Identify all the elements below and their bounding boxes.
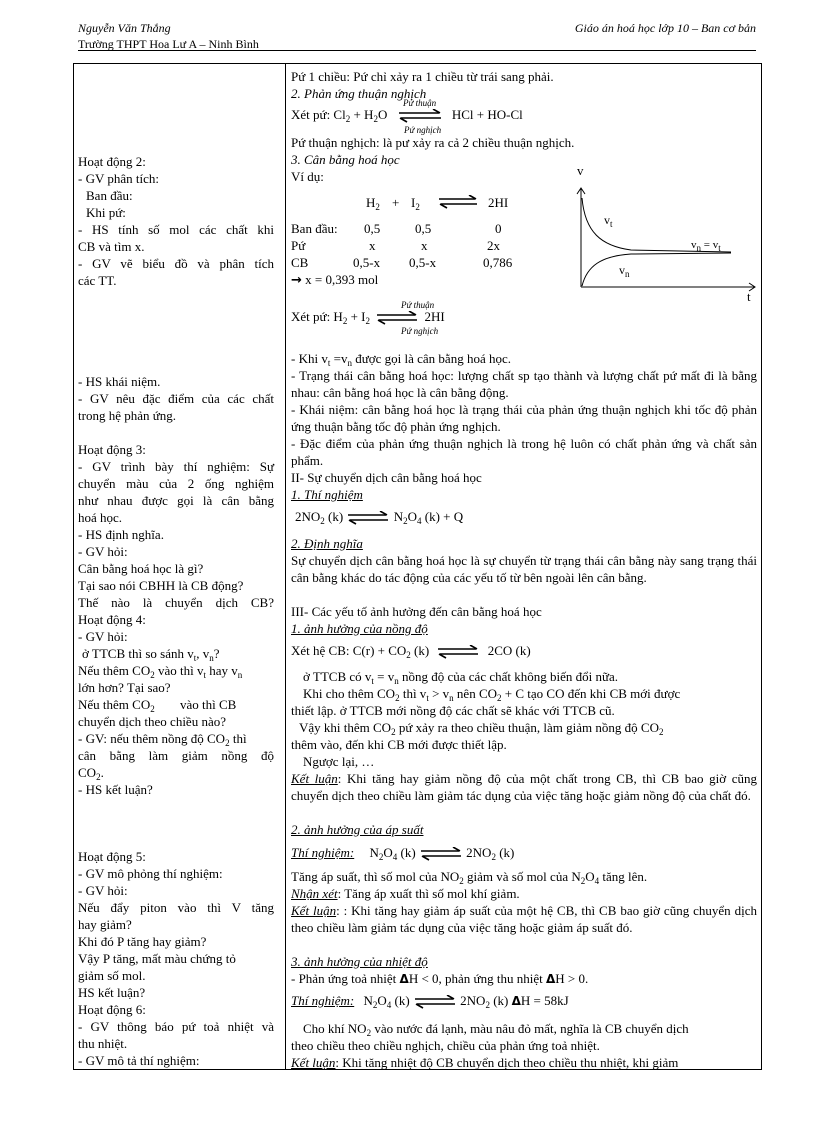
left-line: Khi đó P tăng hay giảm? bbox=[78, 934, 207, 949]
left-line: - GV trình bày thí nghiệm: Sự bbox=[78, 459, 274, 474]
paragraph: - Trạng thái cân bằng hoá học: lượng chất sp tạo thành và lượng chất pứ mất đi là bằng nhau: cân bằng hoá học là cân bằng động. bbox=[291, 368, 757, 400]
right-line: thiết lập. ở TTCB mới nồng độ các chất sẽ khác với TTCB cũ. bbox=[291, 703, 615, 718]
activity-6-title: Hoạt động 6: bbox=[78, 1002, 146, 1017]
left-line: - GV nêu đặc điểm của các chất bbox=[78, 391, 274, 406]
arrow-label-forward: Pứ thuận bbox=[403, 98, 437, 108]
axis-label-v: v bbox=[577, 163, 584, 178]
left-line: - GV phân tích: bbox=[78, 171, 159, 186]
left-line: Nếu thêm $CO_2$ vào thì $v_t$ hay $v_n$ bbox=[78, 663, 243, 680]
rate-graph bbox=[561, 184, 761, 308]
section-heading: 2. Phản ứng thuận nghịch bbox=[291, 86, 427, 101]
reaction-co2: Xét hệ CB: $C(r) + CO_2$ (k) 2CO (k) bbox=[291, 643, 531, 660]
right-line: Ví dụ: bbox=[291, 169, 324, 184]
cell: 0,5 bbox=[415, 221, 432, 236]
left-line: - GV vẽ biểu đồ và phân tích bbox=[78, 256, 274, 271]
activity-3-title: Hoạt động 3: bbox=[78, 442, 146, 457]
header-divider bbox=[78, 50, 756, 51]
cell: 0,5 bbox=[364, 221, 381, 236]
cell: x bbox=[421, 238, 428, 253]
right-line: ở TTCB có $v_t = v_n$ nồng độ của các chất không biến đổi nữa. bbox=[303, 669, 619, 686]
left-line: Cân bằng hoá học là gì? bbox=[78, 561, 204, 576]
right-line: theo chiều theo chiều nghịch, chiều của phản ứng toả nhiệt. bbox=[291, 1038, 600, 1053]
left-line: HS kết luận? bbox=[78, 985, 146, 1000]
right-line: Ngược lại, … bbox=[303, 754, 375, 769]
reversible-arrow-icon bbox=[346, 511, 390, 525]
left-line: - GV hỏi: bbox=[78, 544, 128, 559]
left-line: chuyển màu của 2 ống nghiệm bbox=[78, 476, 274, 491]
reversible-arrow-icon bbox=[419, 847, 463, 861]
cell: 0 bbox=[495, 221, 502, 236]
activity-2-title: Hoạt động 2: bbox=[78, 154, 146, 169]
paragraph: - Đặc điểm của phản ứng thuận nghịch là trong hệ luôn có chất phản ứng và chất sản phẩm. bbox=[291, 436, 757, 468]
section-heading: III- Các yếu tố ảnh hưởng đến cân bằng hoá học bbox=[291, 604, 542, 619]
left-line: $CO_2$. bbox=[78, 765, 104, 782]
column-divider bbox=[285, 64, 286, 1069]
left-line: - GV hỏi: bbox=[78, 629, 128, 644]
left-line: các TT. bbox=[78, 273, 117, 288]
left-line: - HS tính số mol các chất khi bbox=[78, 222, 274, 237]
right-line: Khi cho thêm $CO_2$ thì $v_t > v_n$ nên $CO_2 + C$ tạo CO đến khi CB mới được bbox=[303, 686, 681, 703]
left-line: thu nhiệt. bbox=[78, 1036, 128, 1051]
left-line: cân bằng làm giảm nồng độ bbox=[78, 748, 274, 763]
cell: 0,5-x bbox=[409, 255, 437, 270]
cell: 0,5-x bbox=[353, 255, 381, 270]
axis-label-t: t bbox=[747, 289, 751, 304]
equation-h2: $H_2$ bbox=[366, 195, 380, 212]
left-line: Tại sao nói CBHH là CB động? bbox=[78, 578, 244, 593]
lesson-table bbox=[73, 63, 762, 1070]
arrow-label-forward: Pứ thuận bbox=[401, 300, 435, 310]
cell: x bbox=[369, 238, 376, 253]
delta-icon: Δ bbox=[399, 972, 409, 986]
subsection-heading: 2. Định nghĩa bbox=[291, 536, 363, 551]
subsection-heading: 1. ảnh hưởng của nồng độ bbox=[291, 621, 428, 636]
right-line: Vậy khi thêm $CO_2$ pứ xảy ra theo chiều thuận, làm giảm nồng độ $CO_2$ bbox=[299, 720, 664, 737]
row-label: Pứ bbox=[291, 238, 306, 253]
author-name: Nguyễn Văn Thắng bbox=[78, 21, 171, 35]
reaction-h2-i2: Xét pứ: $H_2 + I_2$ 2HI bbox=[291, 309, 445, 326]
left-line: lớn hơn? Tại sao? bbox=[78, 680, 171, 695]
left-line: Nếu thêm $CO_2$ vào thì CB bbox=[78, 697, 237, 714]
left-line: - GV mô tả thí nghiệm: bbox=[78, 1053, 200, 1068]
reaction-no2: $2NO_2$ (k) $N_2O_4$ (k) + Q bbox=[295, 509, 464, 526]
curve-label-equal: $v_n = v_t$ bbox=[691, 239, 721, 253]
left-line: chuyển dịch theo chiều nào? bbox=[78, 714, 226, 729]
row-label: Ban đầu: bbox=[291, 221, 338, 236]
school-name: Trường THPT Hoa Lư A – Ninh Bình bbox=[78, 37, 259, 51]
delta-icon: Δ bbox=[511, 994, 521, 1008]
row-label: CB bbox=[291, 255, 309, 270]
reversible-arrow-icon bbox=[375, 311, 419, 325]
reaction-n2o4-pressure: Thí nghiệm: $N_2O_4$ (k) $2NO_2$ (k) bbox=[291, 845, 515, 862]
result-line: → x = 0,393 mol bbox=[291, 272, 379, 288]
reversible-arrow-icon bbox=[436, 645, 480, 659]
left-line: - GV: nếu thêm nồng độ $CO_2$ thì bbox=[78, 731, 247, 748]
equation-2hi: 2HI bbox=[488, 195, 509, 210]
subsection-heading: 2. ảnh hưởng của áp suất bbox=[291, 822, 424, 837]
conclusion: Kết luận: : Khi tăng hay giảm áp suất của một hệ CB, thì CB bao giờ cũng chuyển dịch theo chiều làm giảm tác dụng của việc tăng hoặc giảm áp suất đó. bbox=[291, 903, 757, 935]
subsection-heading: 3. ảnh hưởng của nhiệt độ bbox=[291, 954, 428, 969]
left-line: - GV thông báo pứ toả nhiệt và bbox=[78, 1019, 274, 1034]
document-title: Giáo án hoá học lớp 10 – Ban cơ bản bbox=[574, 21, 756, 35]
left-line: như nhau được gọi là cân bằng bbox=[78, 493, 274, 508]
left-line: hay giảm? bbox=[78, 917, 132, 932]
curve-label-vn: $v_n$ bbox=[619, 263, 630, 279]
left-line: trong hệ phản ứng. bbox=[78, 408, 177, 423]
left-line: - HS kết luận? bbox=[78, 782, 153, 797]
left-line: giảm số mol. bbox=[78, 968, 146, 983]
reversible-arrow-icon bbox=[437, 195, 479, 213]
activity-5-title: Hoạt động 5: bbox=[78, 849, 146, 864]
left-line: Thế nào là chuyển dịch CB? bbox=[78, 595, 274, 610]
paragraph: Sự chuyển dịch cân bằng hoá học là sự chuyển từ trạng thái cân bằng này sang trạng thái cân bằng khác do tác động của các yếu tố từ bên ngoài lên cân bằng. bbox=[291, 553, 757, 585]
activity-4-title: Hoạt động 4: bbox=[78, 612, 146, 627]
right-line: - Phản ứng toả nhiệt ΔH < 0, phản ứng thu nhiệt ΔH > 0. bbox=[291, 971, 589, 986]
reversible-arrow-icon bbox=[413, 995, 457, 1009]
activities-column bbox=[78, 64, 278, 1069]
arrow-label-reverse: Pứ nghịch bbox=[404, 125, 442, 135]
conclusion: Kết luận: Khi tăng hay giảm nồng độ của một chất trong CB, thì CB bao giờ cũng chuyển dịch theo chiều làm giảm tác dụng của việc tăng hoặc giảm nồng độ của chất đó. bbox=[291, 771, 757, 803]
right-line: Pứ 1 chiều: Pứ chỉ xảy ra 1 chiều từ trái sang phải. bbox=[291, 69, 554, 84]
arrow-label-reverse: Pứ nghịch bbox=[401, 326, 439, 336]
header-left bbox=[78, 20, 259, 52]
equation-plus: + bbox=[392, 195, 400, 210]
left-line: - GV hỏi: bbox=[78, 883, 128, 898]
content-column bbox=[291, 64, 759, 1069]
arrow-right-icon: → bbox=[291, 273, 302, 288]
left-line: - HS định nghĩa. bbox=[78, 527, 164, 542]
equation-i2: $I_2$ bbox=[411, 195, 420, 212]
paragraph: - Khái niệm: cân bằng hoá học là trạng thái của phản ứng thuận nghịch khi tốc độ phản ứng thuận bằng tốc độ phản ứng nghịch. bbox=[291, 402, 757, 434]
conclusion: Kết luận: Khi tăng nhiệt độ CB chuyển dịch theo chiều thu nhiệt, khi giảm bbox=[291, 1055, 679, 1070]
section-heading: II- Sự chuyển dịch cân bằng hoá học bbox=[291, 470, 482, 485]
right-line: thêm vào, đến khi CB mới được thiết lập. bbox=[291, 737, 507, 752]
left-line: Khi pứ: bbox=[86, 205, 126, 220]
left-line: hoá học. bbox=[78, 510, 123, 525]
reversible-arrow-icon bbox=[397, 109, 443, 123]
subsection-heading: 1. Thí nghiệm bbox=[291, 487, 363, 502]
right-line: Pứ thuận nghịch: là pư xảy ra cả 2 chiều thuận nghịch. bbox=[291, 135, 575, 150]
left-line: - GV mô phỏng thí nghiệm: bbox=[78, 866, 223, 881]
delta-icon: Δ bbox=[545, 972, 556, 986]
right-line: - Khi $v_t =v_n$ được gọi là cân bằng hoá học. bbox=[291, 351, 511, 368]
left-line: CB và tìm x. bbox=[78, 239, 145, 254]
cell: 2x bbox=[487, 238, 500, 253]
curve-label-vt: $v_t$ bbox=[604, 213, 613, 229]
cell: 0,786 bbox=[483, 255, 513, 270]
right-line: Cho khí $NO_2$ vào nước đá lạnh, màu nâu đỏ mất, nghĩa là CB chuyển dịch bbox=[303, 1021, 689, 1038]
section-heading: 3. Cân bằng hoá học bbox=[291, 152, 400, 167]
left-line: - HS khái niệm. bbox=[78, 374, 161, 389]
left-line: Vậy P tăng, mất màu chứng tỏ bbox=[78, 951, 236, 966]
left-line: Nếu đẩy piton vào thì V tăng bbox=[78, 900, 274, 915]
reaction-n2o4-temperature: Thí nghiệm: $N_2O_4$ (k) $2NO_2$ (k) ΔH = 58kJ bbox=[291, 993, 569, 1010]
left-line: ở TTCB thì so sánh $v_t$, $v_n$? bbox=[82, 646, 220, 663]
reaction-cl2: Xét pứ: $Cl_2 + H_2O$ HCl + HO-Cl bbox=[291, 107, 523, 124]
right-line: Tăng áp suất, thì số mol của $NO_2$ giảm và số mol của $N_2O_4$ tăng lên. bbox=[291, 869, 648, 886]
left-line: Ban đầu: bbox=[86, 188, 133, 203]
observation: Nhận xét: Tăng áp xuất thì số mol khí giảm. bbox=[291, 886, 520, 901]
